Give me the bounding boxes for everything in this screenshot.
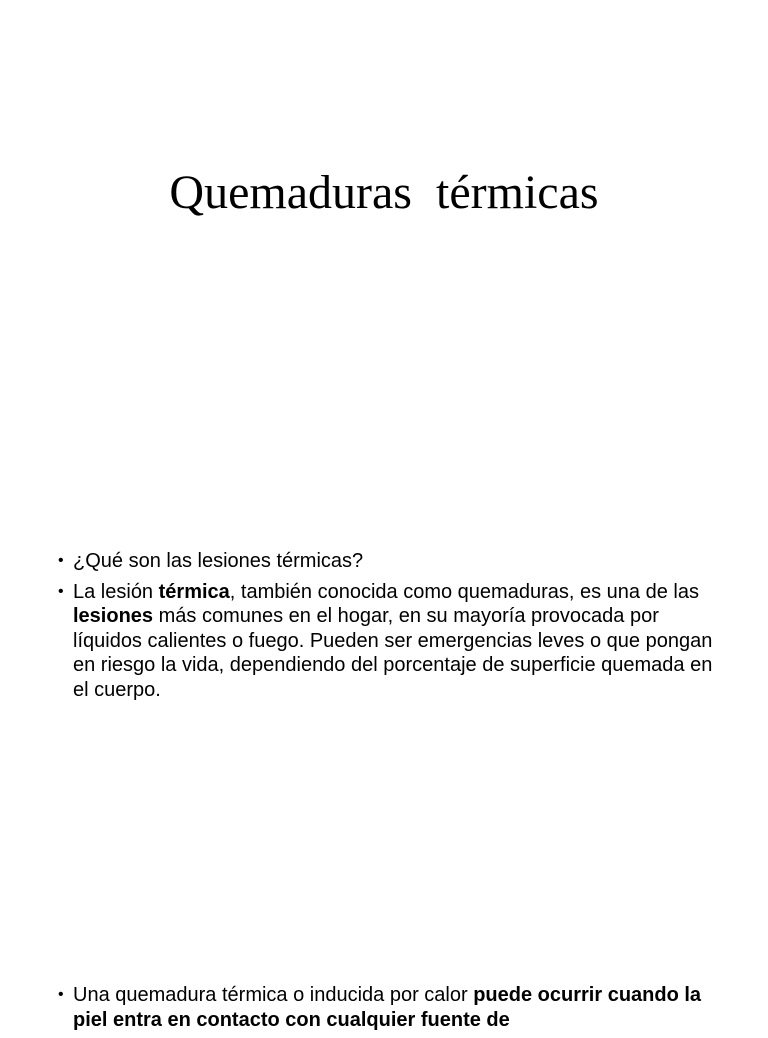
text-run: , también conocida como quemaduras, es una de las (229, 580, 699, 603)
bullet-text: ¿Qué son las lesiones térmicas? (73, 550, 364, 572)
text-run: Una quemadura térmica o inducida por calor (73, 984, 474, 1006)
list-item (58, 549, 718, 574)
text-run: más comunes en el hogar, en su mayoría provocada por líquidos calientes o fuego. Pueden ser emergencias leves o que pongan en riesgo la vida, dependiendo del porcentaje de superficie quemada en el cuerpo. (73, 605, 713, 701)
list-item (58, 580, 718, 703)
text-run: La lesión (73, 580, 159, 603)
list-item (58, 983, 718, 1032)
bullet-text (73, 581, 712, 701)
bullet-dot-icon: • (58, 582, 64, 600)
bold-term: térmica (158, 580, 230, 603)
bullet-dot-icon: • (58, 552, 64, 569)
bullet-dot-icon: • (58, 986, 64, 1003)
slide-title: Quemaduras térmicas (169, 166, 599, 219)
bold-term: puede ocurrir cuando la piel entra en contacto con cualquier fuente de (73, 984, 702, 1031)
bullet-list-definition (58, 983, 718, 1038)
bold-term: lesiones (73, 605, 154, 627)
bullet-list-intro (58, 549, 718, 708)
